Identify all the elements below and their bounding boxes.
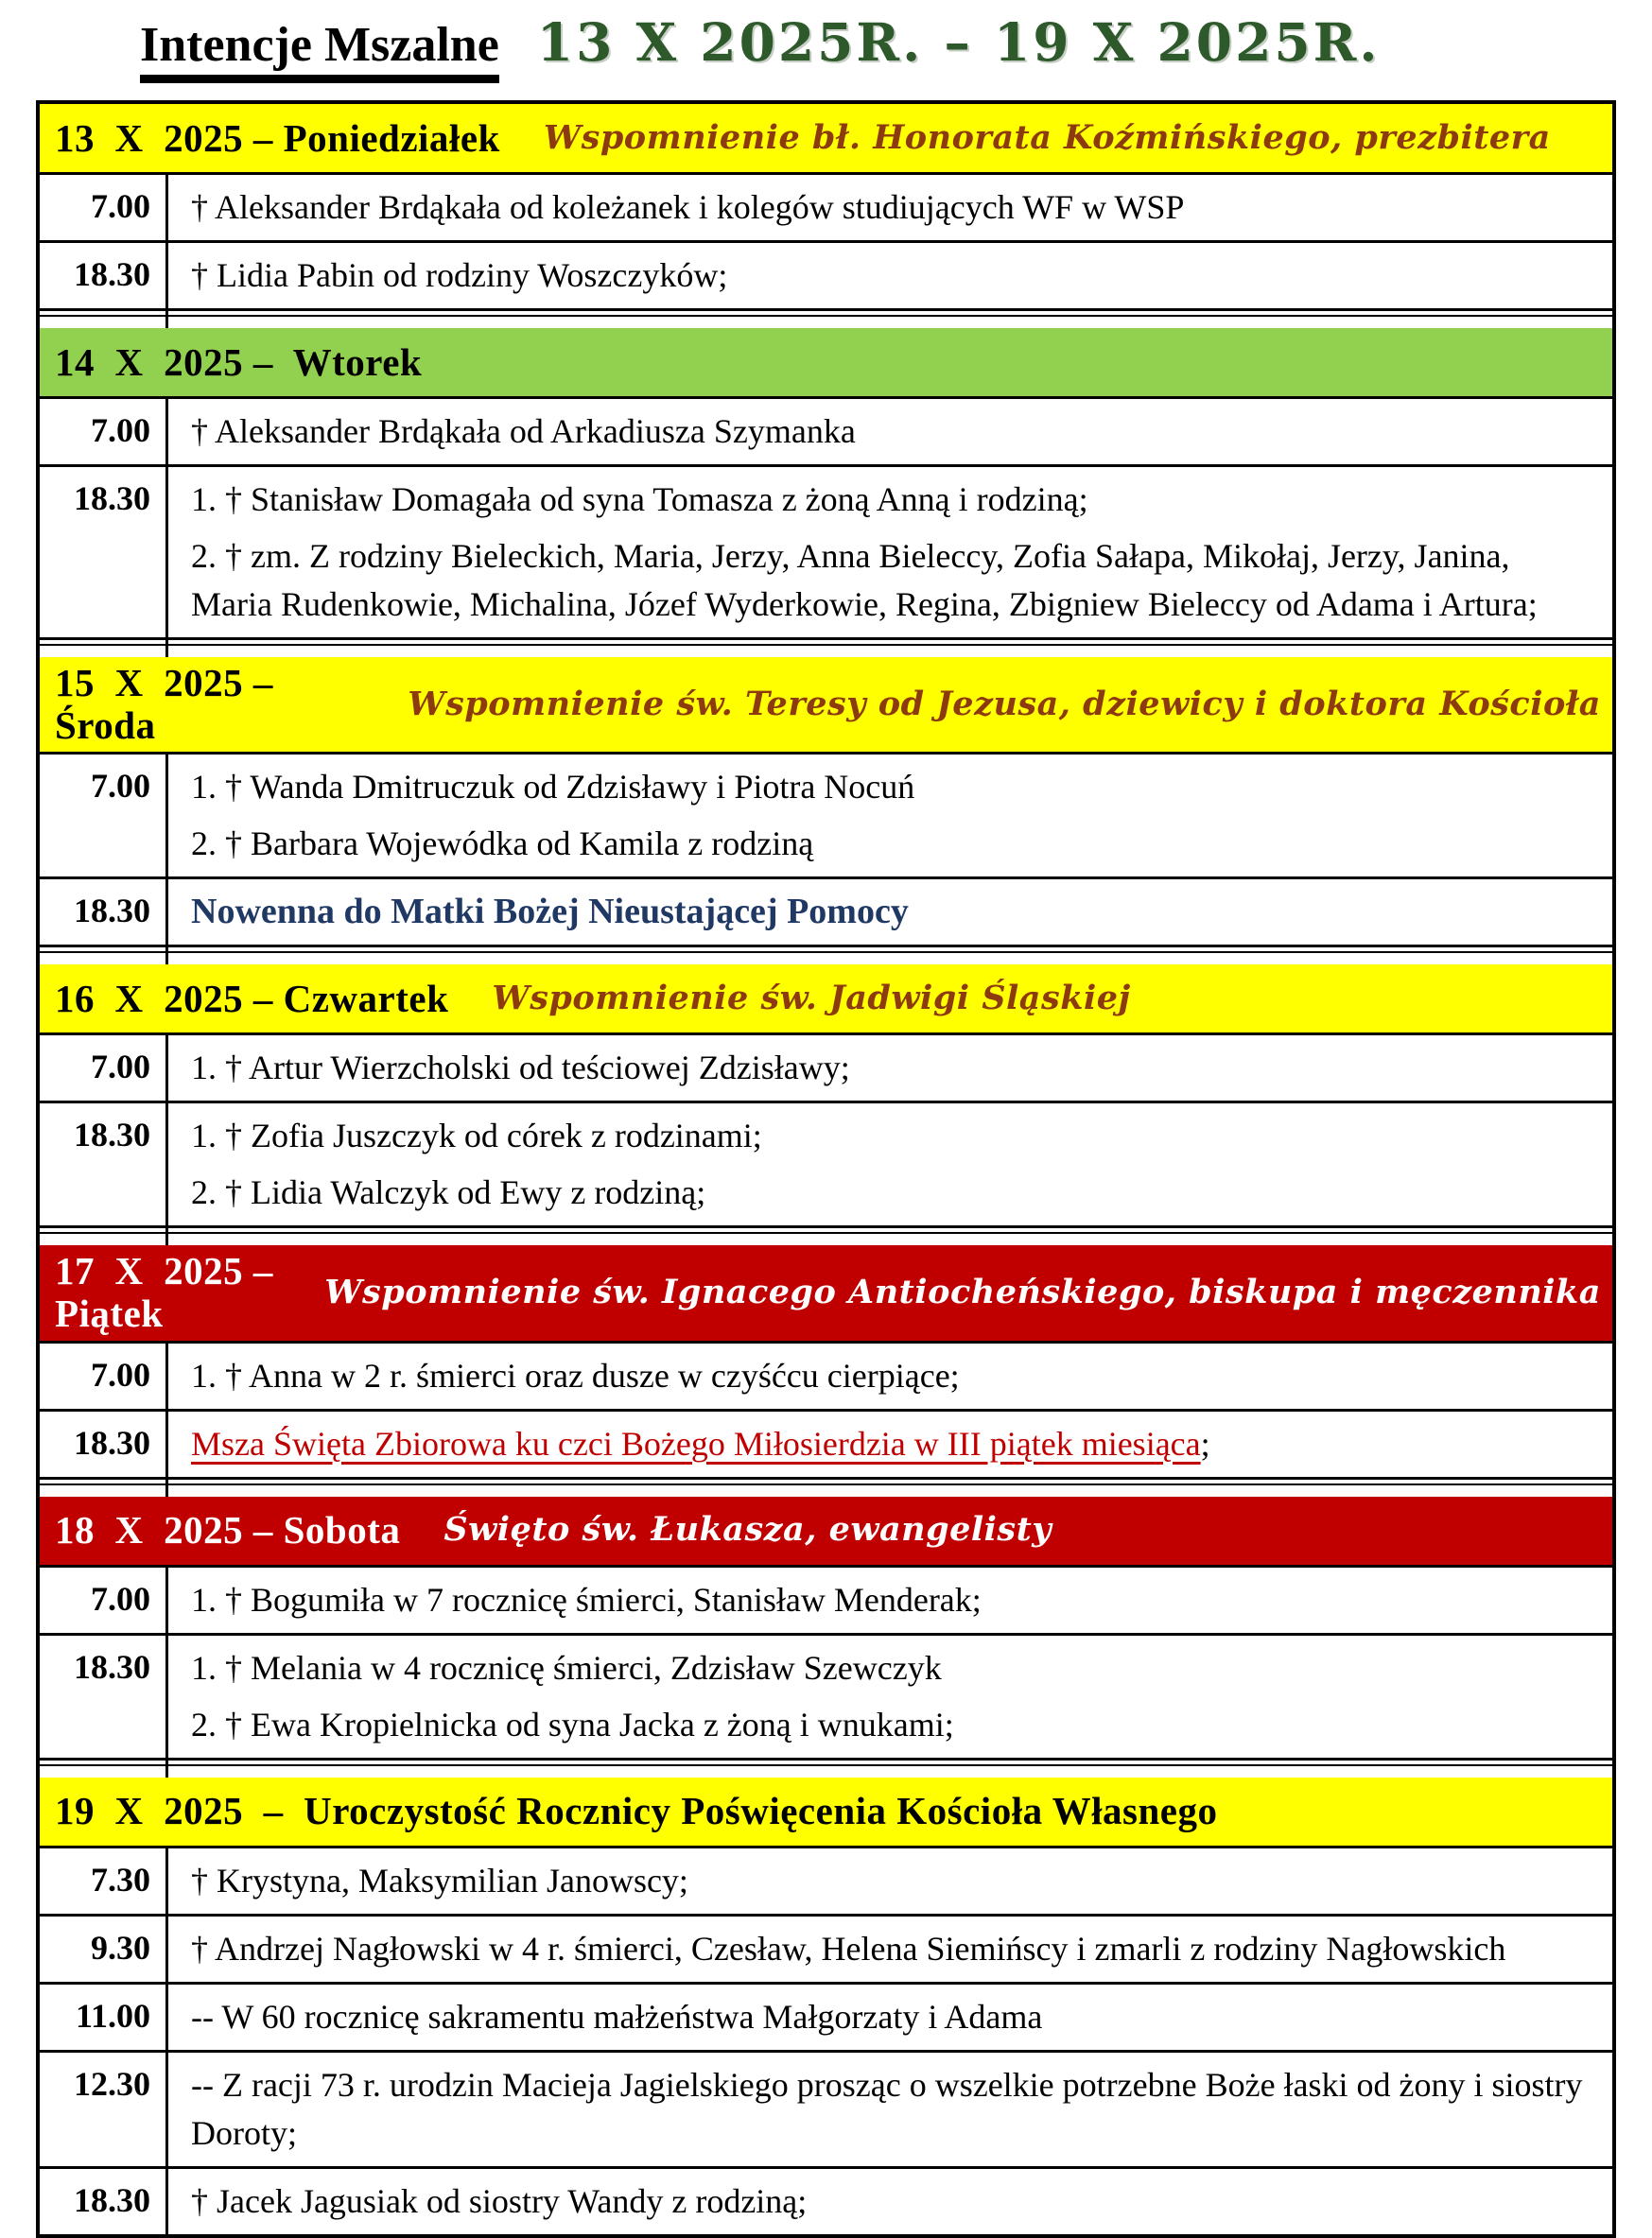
intention-main-text: -- W 60 rocznicę sakramentu małżeństwa Małgorzaty i Adama	[191, 1997, 1043, 2036]
day-header	[40, 1778, 1612, 1848]
intention-main-text: Msza Święta Zbiorowa ku czci Bożego Miłosierdzia w III piątek miesiąca	[191, 1424, 1201, 1463]
mass-intentions-cell	[168, 467, 1612, 637]
intention-text	[191, 1924, 1595, 1974]
day-block	[40, 1778, 1612, 2234]
day-date-label: 18 X 2025 – Sobota	[55, 1508, 401, 1553]
day-date-label: 14 X 2025 – Wtorek	[55, 339, 423, 384]
intention-main-text: 1. † Melania w 4 rocznicę śmierci, Zdzisław Szewczyk	[191, 1648, 942, 1687]
day-date-label: 13 X 2025 – Poniedziałek	[55, 115, 500, 160]
mass-intentions-cell	[168, 1103, 1612, 1225]
intention-text	[191, 819, 1595, 869]
intention-text	[191, 1043, 1595, 1093]
mass-intentions-cell	[168, 1636, 1612, 1758]
day-separator-strip	[40, 945, 1612, 964]
day-header	[40, 328, 1612, 399]
mass-time: 18.30	[40, 1412, 168, 1477]
mass-intentions-cell	[168, 1848, 1612, 1914]
intention-text	[191, 1575, 1595, 1625]
day-block	[40, 1497, 1612, 1758]
intention-text	[191, 1700, 1595, 1750]
day-separator-strip	[40, 1758, 1612, 1778]
mass-intentions-cell	[168, 399, 1612, 464]
mass-row	[40, 175, 1612, 240]
intention-main-text: 1. † Wanda Dmitruczuk od Zdzisławy i Piotra Nocuń	[191, 768, 915, 807]
intention-suffix: ;	[1200, 1424, 1210, 1463]
mass-row	[40, 1848, 1612, 1914]
mass-intentions-cell	[168, 175, 1612, 240]
intention-main-text: 1. † Anna w 2 r. śmierci oraz dusze w czyśćcu cierpiące;	[191, 1356, 960, 1395]
intention-text	[191, 1168, 1595, 1218]
day-block	[40, 657, 1612, 945]
mass-time: 7.00	[40, 1344, 168, 1409]
mass-intentions-cell	[168, 1344, 1612, 1409]
intention-text	[191, 1351, 1595, 1401]
day-date-label: 19 X 2025 – Uroczystość Rocznicy Poświęcenia Kościoła Własnego	[55, 1789, 1218, 1833]
intention-text	[191, 887, 1595, 937]
intention-main-text: Nowenna do Matki Bożej Nieustającej Pomocy	[191, 892, 909, 932]
mass-row	[40, 1914, 1612, 1982]
intention-text	[191, 182, 1595, 233]
mass-row	[40, 1344, 1612, 1409]
intention-main-text: 2. † Barbara Wojewódka od Kamila z rodziną	[191, 824, 814, 863]
mass-row	[40, 2050, 1612, 2166]
mass-intentions-cell	[168, 2169, 1612, 2234]
intention-main-text: 1. † Bogumiła w 7 rocznicę śmierci, Stanisław Menderak;	[191, 1580, 982, 1619]
mass-time: 12.30	[40, 2053, 168, 2166]
mass-row	[40, 1633, 1612, 1758]
mass-time: 7.00	[40, 755, 168, 876]
intention-main-text: † Jacek Jagusiak od siostry Wandy z rodziną;	[191, 2181, 808, 2220]
mass-row	[40, 1409, 1612, 1477]
intention-main-text: 2. † Ewa Kropielnicka od syna Jacka z żoną i wnukami;	[191, 1705, 954, 1744]
mass-row	[40, 876, 1612, 945]
intention-main-text: † Andrzej Nagłowski w 4 r. śmierci, Czesław, Helena Siemińscy i zmarli z rodziny Nagłowskich	[191, 1929, 1506, 1968]
mass-time: 11.00	[40, 1985, 168, 2050]
intention-text	[191, 407, 1595, 457]
intention-text	[191, 251, 1595, 301]
mass-time: 18.30	[40, 1636, 168, 1758]
day-feast-label: Wspomnienie św. Ignacego Antiocheńskiego, biskupa i męczennika	[324, 1273, 1601, 1312]
mass-time: 7.00	[40, 399, 168, 464]
day-header	[40, 104, 1612, 175]
intention-text	[191, 1419, 1595, 1469]
mass-intentions-cell	[168, 755, 1612, 876]
day-block	[40, 104, 1612, 308]
mass-time: 18.30	[40, 2169, 168, 2234]
mass-row	[40, 2166, 1612, 2234]
day-block	[40, 1245, 1612, 1476]
day-date-label: 17 X 2025 – Piątek	[55, 1249, 294, 1336]
mass-row	[40, 1035, 1612, 1101]
mass-time: 18.30	[40, 879, 168, 945]
day-feast-label: Wspomnienie bł. Honorata Koźmińskiego, prezbitera	[543, 117, 1551, 157]
day-date-label: 16 X 2025 – Czwartek	[55, 976, 449, 1020]
title-main: Intencje Mszalne	[140, 18, 499, 83]
mass-intentions-cell	[168, 1035, 1612, 1101]
intention-main-text: 1. † Stanisław Domagała od syna Tomasza z żoną Anną i rodziną;	[191, 480, 1088, 519]
mass-intentions-cell	[168, 879, 1612, 945]
mass-intentions-cell	[168, 1412, 1612, 1477]
day-block	[40, 964, 1612, 1225]
mass-row	[40, 1982, 1612, 2050]
day-header	[40, 964, 1612, 1035]
mass-row	[40, 1101, 1612, 1225]
mass-intentions-cell	[168, 1568, 1612, 1633]
mass-row	[40, 755, 1612, 876]
day-separator-strip	[40, 1225, 1612, 1245]
mass-time: 7.00	[40, 1568, 168, 1633]
day-separator-strip	[40, 1477, 1612, 1497]
intention-main-text: 1. † Zofia Juszczyk od córek z rodzinami;	[191, 1117, 762, 1155]
intention-text	[191, 531, 1595, 630]
mass-intentions-cell	[168, 243, 1612, 308]
intention-text	[191, 762, 1595, 812]
day-header	[40, 1245, 1612, 1343]
intention-main-text: 1. † Artur Wierzcholski od teściowej Zdzisławy;	[191, 1049, 850, 1087]
mass-intentions-cell	[168, 1985, 1612, 2050]
intention-text	[191, 2177, 1595, 2227]
mass-row	[40, 464, 1612, 637]
day-feast-label: Wspomnienie św. Jadwigi Śląskiej	[492, 979, 1131, 1017]
day-separator-strip	[40, 637, 1612, 657]
day-header	[40, 1497, 1612, 1568]
day-date-label: 15 X 2025 – Środa	[55, 661, 294, 748]
intention-text	[191, 1111, 1595, 1161]
mass-row	[40, 399, 1612, 464]
page-title	[0, 0, 1652, 91]
day-separator-strip	[40, 308, 1612, 328]
mass-intentions-cell	[168, 2053, 1612, 2166]
title-date-range: 13 X 2025R. – 19 X 2025R.	[536, 11, 1381, 73]
day-header	[40, 657, 1612, 755]
mass-time: 7.00	[40, 1035, 168, 1101]
mass-time: 18.30	[40, 243, 168, 308]
intention-text	[191, 475, 1595, 525]
intention-main-text: † Krystyna, Maksymilian Janowscy;	[191, 1861, 688, 1900]
mass-row	[40, 240, 1612, 308]
mass-time: 7.30	[40, 1848, 168, 1914]
intention-main-text: 2. † zm. Z rodziny Bieleckich, Maria, Jerzy, Anna Bieleccy, Zofia Sałapa, Mikołaj, Jerzy, Janina, Maria Rudenkowie, Michalina, Józef Wyderkowie, Regina, Zbigniew Bieleccy od Adama i Artura;	[191, 537, 1538, 624]
mass-intentions-table	[36, 100, 1616, 2237]
mass-time: 7.00	[40, 175, 168, 240]
mass-time: 18.30	[40, 467, 168, 637]
intention-main-text: † Lidia Pabin od rodziny Woszczyków;	[191, 256, 728, 295]
intention-text	[191, 1856, 1595, 1906]
mass-time: 18.30	[40, 1103, 168, 1225]
intention-text	[191, 1643, 1595, 1693]
day-feast-label: Wspomnienie św. Teresy od Jezusa, dziewicy i doktora Kościoła	[408, 684, 1601, 723]
mass-time: 9.30	[40, 1917, 168, 1982]
intention-text	[191, 1992, 1595, 2042]
day-block	[40, 328, 1612, 637]
day-feast-label: Święto św. Łukasza, ewangelisty	[443, 1510, 1052, 1550]
intention-main-text: 2. † Lidia Walczyk od Ewy z rodziną;	[191, 1173, 706, 1212]
intention-main-text: -- Z racji 73 r. urodzin Macieja Jagielskiego prosząc o wszelkie potrzebne Boże łaski od żony i siostry Doroty;	[191, 2065, 1583, 2152]
mass-row	[40, 1568, 1612, 1633]
intention-main-text: † Aleksander Brdąkała od koleżanek i kolegów studiujących WF w WSP	[191, 188, 1185, 227]
intention-text	[191, 2060, 1595, 2159]
mass-intentions-cell	[168, 1917, 1612, 1982]
intention-main-text: † Aleksander Brdąkała od Arkadiusza Szymanka	[191, 412, 856, 451]
